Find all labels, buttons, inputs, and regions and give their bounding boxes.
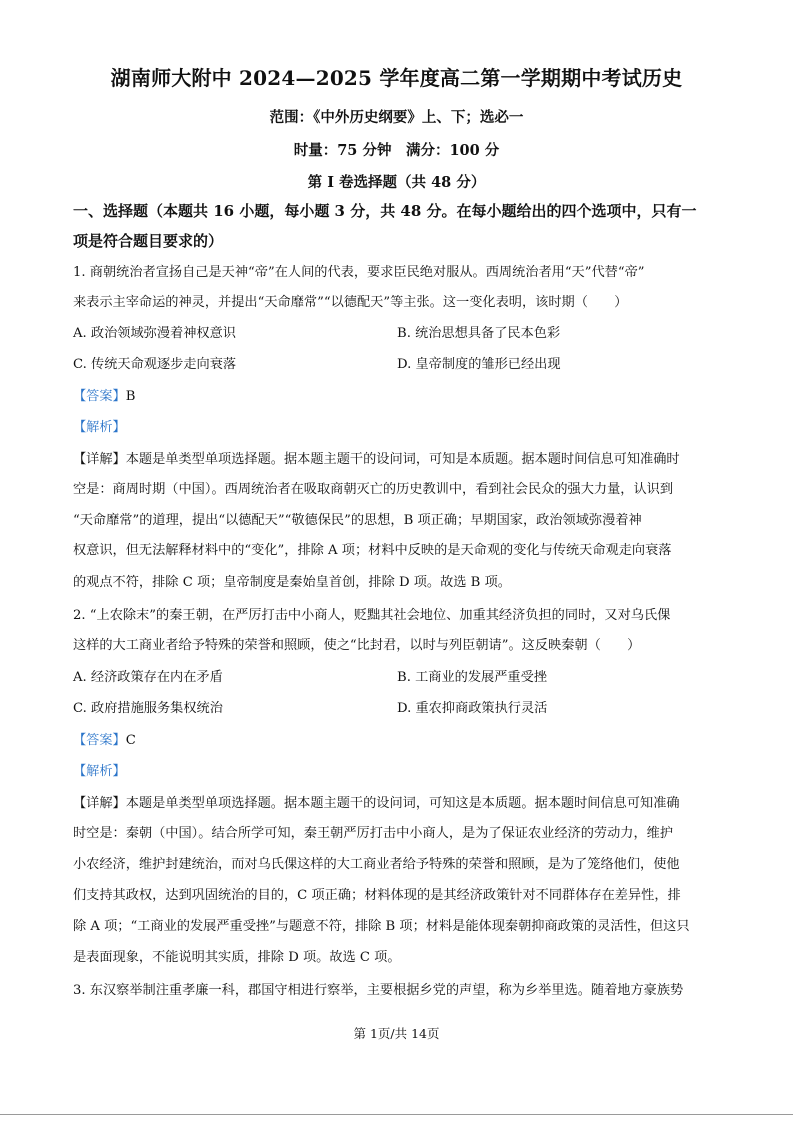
q2-answer <box>73 731 136 751</box>
q2-detail-line2: 时空是：秦朝（中国）。结合所学可知，秦王朝严厉打击中小商人，是为了保证农业经济的劳动力，维护 <box>73 826 674 841</box>
answer-label: 【答案】 <box>73 733 126 748</box>
exam-time: 时量：75 分钟 满分：100 分 <box>293 142 500 159</box>
q1-stem-line2: 来表示主宰命运的神灵，并提出“天命靡常”“以德配天”等主张。这一变化表明，该时期（ ） <box>73 295 628 310</box>
q1-analysis-label <box>73 418 126 438</box>
q1-option-a: A. 政治领域弥漫着神权意识 <box>73 326 236 341</box>
section-heading-line1: 一、选择题（本题共 16 小题，每小题 3 分，共 48 分。在每小题给出的四个选项中，只有一 <box>73 202 697 220</box>
q3-stem-line1: 3. 东汉察举制注重孝廉一科，郡国守相进行察举，主要根据乡党的声望，称为乡举里选。随着地方豪族势 <box>73 983 684 998</box>
q1-detail-line3: “天命靡常”的道理，提出“以德配天”“敬德保民”的思想，B 项正确；早期国家，政治领域弥漫着神 <box>73 513 642 528</box>
analysis-label: 【解析】 <box>73 764 126 779</box>
q2-detail-line1: 【详解】本题是单类型单项选择题。据本题主题干的设问词，可知这是本质题。据本题时间信息可知准确 <box>73 796 680 811</box>
analysis-label: 【解析】 <box>73 420 126 435</box>
q2-option-d: D. 重农抑商政策执行灵活 <box>397 701 548 716</box>
q1-option-c: C. 传统天命观逐步走向衰落 <box>73 357 237 372</box>
q2-option-b: B. 工商业的发展严重受挫 <box>397 670 547 685</box>
q2-option-a: A. 经济政策存在内在矛盾 <box>73 670 223 685</box>
page-number: 第 1页/共 14页 <box>353 1026 440 1041</box>
q2-detail-line4: 们支持其政权，达到巩固统治的目的，C 项正确；材料体现的是其经济政策针对不同群体存在差异性，排 <box>73 888 681 903</box>
q2-detail-line6: 是表面现象，不能说明其实质，排除 D 项。故选 C 项。 <box>73 950 401 965</box>
answer-value: B <box>125 389 136 404</box>
q1-option-d: D. 皇帝制度的雏形已经出现 <box>397 357 561 372</box>
q1-detail-line2: 空是：商周时期（中国）。西周统治者在吸取商朝灭亡的历史教训中，看到社会民众的强大力量，认识到 <box>73 482 674 497</box>
q1-stem-line1: 1. 商朝统治者宣扬自己是天神“帝”在人间的代表，要求臣民绝对服从。西周统治者用“天”代替“帝” <box>73 265 645 280</box>
exam-title: 湖南师大附中 2024—2025 学年度高二第一学期期中考试历史 <box>110 66 683 90</box>
bottom-divider <box>0 1114 793 1115</box>
q1-detail-line4: 权意识，但无法解释材料中的“变化”，排除 A 项；材料中反映的是天命观的变化与传统天命观走向衰落 <box>73 543 672 558</box>
q2-analysis-label <box>73 762 126 782</box>
volume-heading: 第 I 卷选择题（共 48 分） <box>307 174 486 191</box>
section-heading-line2: 项是符合题目要求的） <box>73 232 224 250</box>
q1-detail-line1: 【详解】本题是单类型单项选择题。据本题主题干的设问词，可知是本质题。据本题时间信息可知准确时 <box>73 452 680 467</box>
q2-detail-line5: 除 A 项；“工商业的发展严重受挫”与题意不符，排除 B 项；材料是能体现秦朝抑商政策的灵活性，但这只 <box>73 919 690 934</box>
q1-option-b: B. 统治思想具备了民本色彩 <box>397 326 561 341</box>
answer-label: 【答案】 <box>73 389 126 404</box>
q2-stem-line2: 这样的大工商业者给予特殊的荣誉和照顾，使之“比封君，以时与列臣朝请”。这反映秦朝（ ） <box>73 638 641 653</box>
exam-scope: 范围：《中外历史纲要》上、下；选必一 <box>269 109 524 126</box>
q1-detail-line5: 的观点不符，排除 C 项；皇帝制度是秦始皇首创，排除 D 项。故选 B 项。 <box>73 575 511 590</box>
answer-value: C <box>125 733 136 748</box>
q2-option-c: C. 政府措施服务集权统治 <box>73 701 223 716</box>
q2-detail-line3: 小农经济，维护封建统治，而对乌氏倮这样的大工商业者给予特殊的荣誉和照顾，是为了笼络他们，使他 <box>73 857 680 872</box>
q1-answer <box>73 387 135 407</box>
q2-stem-line1: 2. “上农除末”的秦王朝，在严厉打击中小商人，贬黜其社会地位、加重其经济负担的同时，又对乌氏倮 <box>73 608 671 623</box>
